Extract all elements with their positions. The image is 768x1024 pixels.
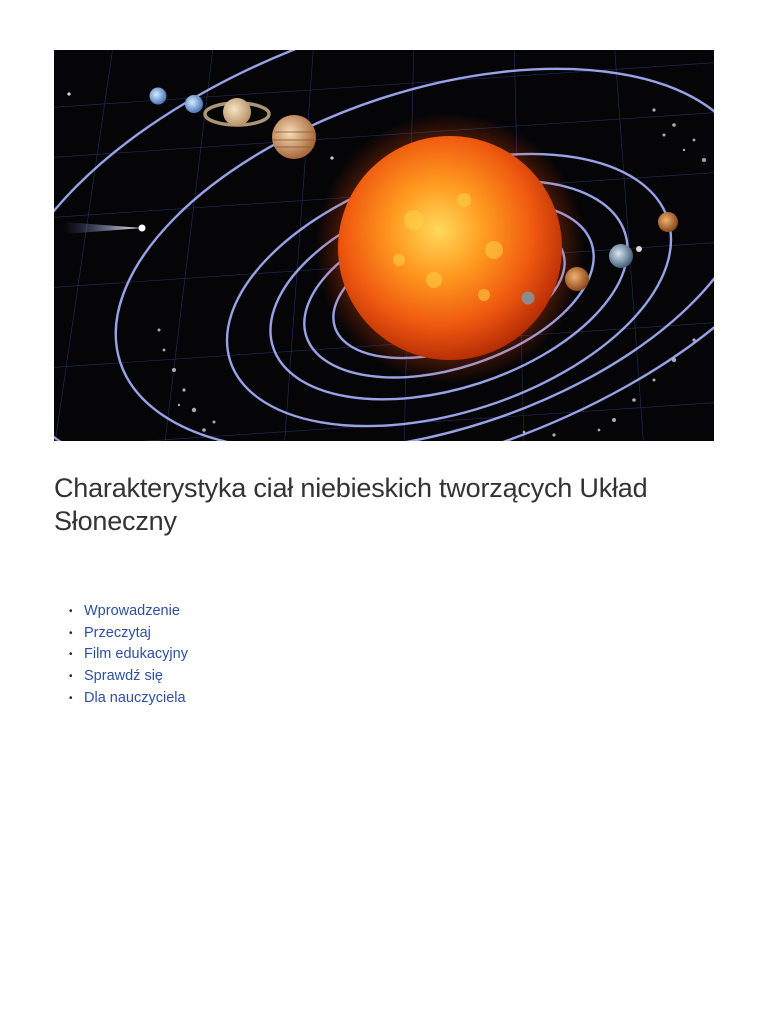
toc-item-dla-nauczyciela (69, 688, 188, 710)
link-przeczytaj[interactable]: Przeczytaj (84, 624, 151, 641)
page-title: Charakterystyka ciał niebieskich tworzących Układ Słoneczny (54, 473, 648, 536)
toc-item-przeczytaj (69, 623, 188, 645)
link-sprawdz-sie[interactable]: Sprawdź się (84, 668, 163, 685)
bullet-icon: • (69, 627, 73, 639)
link-dla-nauczyciela[interactable]: Dla nauczyciela (84, 689, 186, 706)
bullet-icon: • (69, 671, 73, 683)
bullet-icon: • (69, 692, 73, 704)
bullet-icon: • (69, 649, 73, 661)
link-wprowadzenie[interactable]: Wprowadzenie (84, 603, 180, 619)
table-of-contents (54, 601, 188, 710)
solar-system-image (54, 50, 714, 441)
link-film-edukacyjny[interactable]: Film edukacyjny (84, 646, 188, 663)
toc-item-sprawdz-sie (69, 666, 188, 688)
solar-system-illustration-icon (54, 50, 714, 441)
bullet-icon: • (69, 606, 73, 617)
toc-item-wprowadzenie (69, 601, 188, 623)
toc-item-film-edukacyjny (69, 644, 188, 666)
